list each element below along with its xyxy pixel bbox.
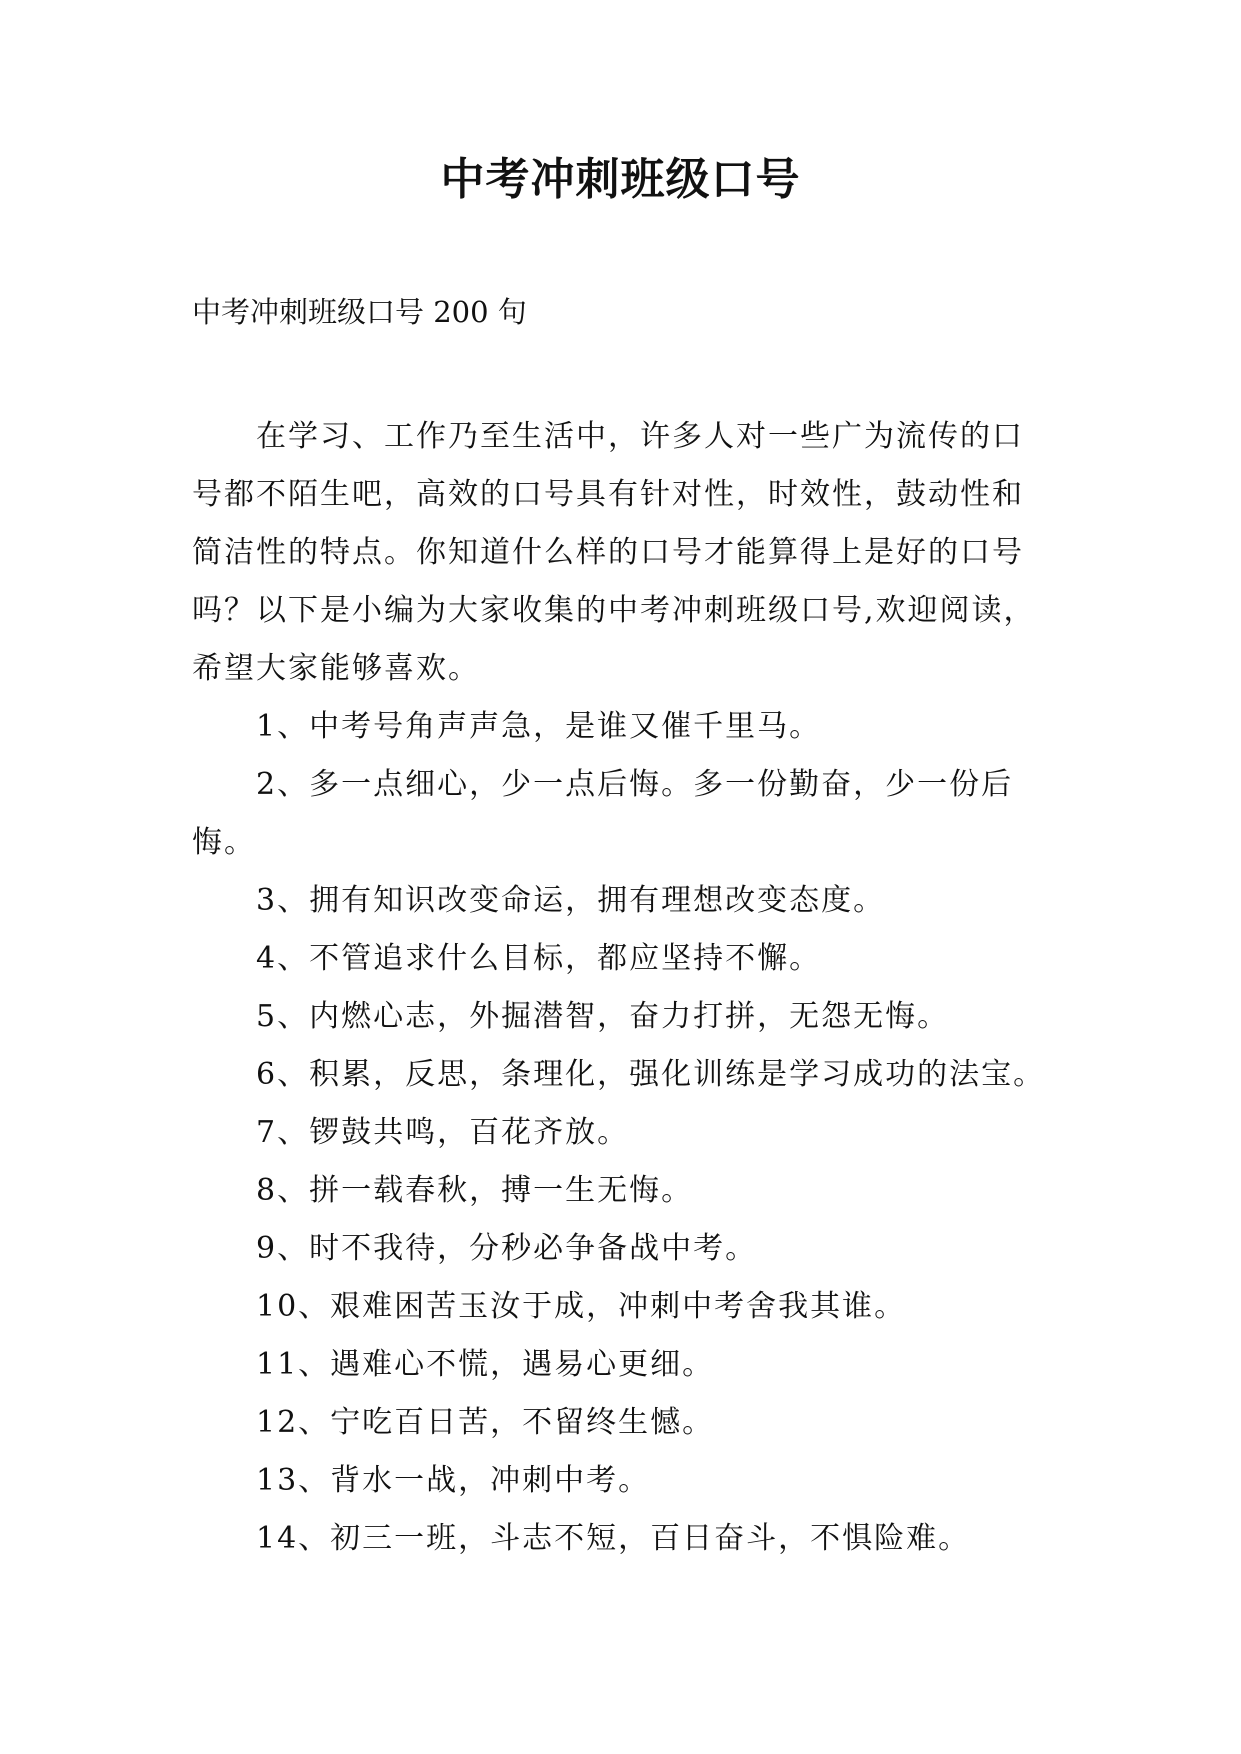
slogan-item: 5、内燃心志，外掘潜智，奋力打拼，无怨无悔。 [256,999,950,1034]
intro-line: 吗？以下是小编为大家收集的中考冲刺班级口号,欢迎阅读， [192,593,1036,628]
intro-paragraph [192,408,1060,698]
intro-line: 在学习、工作乃至生活中，许多人对一些广为流传的口 [256,419,1024,454]
slogan-item: 9、时不我待，分秒必争备战中考。 [256,1231,758,1266]
document-subtitle: 中考冲刺班级口号 200 句 [192,295,527,329]
slogan-item: 13、背水一战，冲刺中考。 [256,1463,651,1498]
slogan-list [192,698,1092,1568]
slogan-item: 3、拥有知识改变命运，拥有理想改变态度。 [256,883,886,918]
slogan-item: 11、遇难心不慌，遇易心更细。 [256,1347,715,1382]
slogan-item: 10、艰难困苦玉汝于成，冲刺中考舍我其谁。 [256,1289,907,1324]
slogan-item: 6、积累，反思，条理化，强化训练是学习成功的法宝。 [256,1057,1046,1092]
slogan-item: 14、初三一班，斗志不短，百日奋斗，不惧险难。 [256,1521,971,1556]
document-title: 中考冲刺班级口号 [440,154,801,205]
slogan-item: 7、锣鼓共鸣，百花齐放。 [256,1115,630,1150]
slogan-item: 4、不管追求什么目标，都应坚持不懈。 [256,941,822,976]
slogan-item: 12、宁吃百日苦，不留终生憾。 [256,1405,715,1440]
intro-line: 简洁性的特点。你知道什么样的口号才能算得上是好的口号 [192,535,1024,570]
intro-line: 号都不陌生吧，高效的口号具有针对性，时效性，鼓动性和 [192,477,1024,512]
slogan-item: 8、拼一载春秋，搏一生无悔。 [256,1173,694,1208]
slogan-item-continuation: 悔。 [192,825,256,860]
intro-line: 希望大家能够喜欢。 [192,651,480,686]
slogan-item: 1、中考号角声声急，是谁又催千里马。 [256,709,822,744]
slogan-item: 2、多一点细心，少一点后悔。多一份勤奋，少一份后 [256,767,1014,802]
